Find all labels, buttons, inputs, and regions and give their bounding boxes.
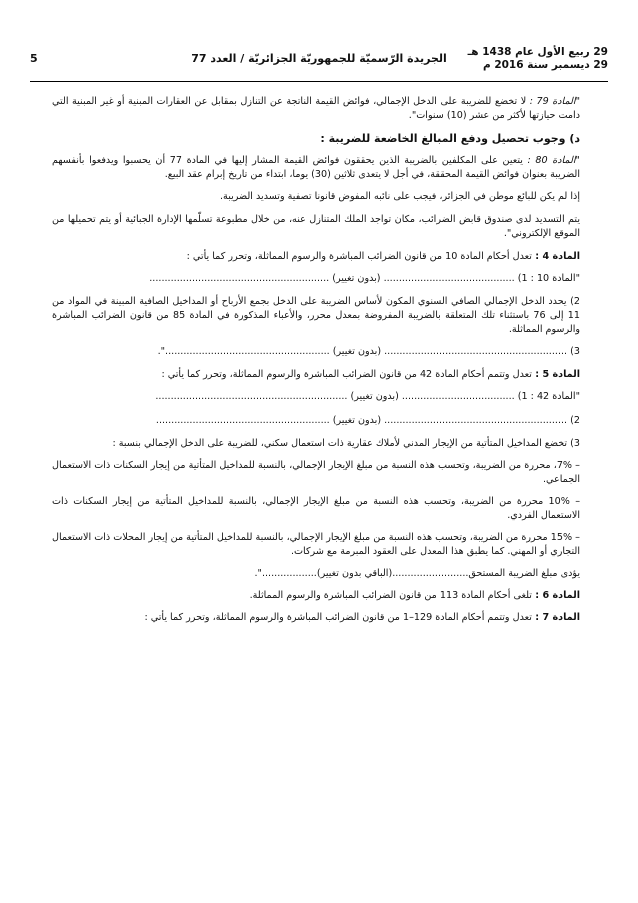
article-79-text: لا تخضع للضريبة على الدخل الإجمالي، فوائض القيمة الناتجة عن التنازل بمقابل عن العقارات المبنية أو غير المبنية التي دامت حيازتها لأكثر من عشر (10) سنوات". [52,96,580,122]
paragraph-representative: إذا لم يكن للبائع موطن في الجزائر، فيجب على نائبه المفوض قانونا تصفية وتسديد الضريبة. [220,191,580,203]
article-10-line-2: 2) يحدد الدخل الإجمالي الصافي السنوي المكون لأساس الضريبة على الدخل بجمع الأرباح أو المداخيل الصافية المبينة في المواد من 11 إلى 76 باستثناء تلك المتعلقة بالضريبة المفروضة بمعدل محرر، والأعباء المذكورة في المادة 85 من قانون الضرائب المباشرة والرسوم المماثلة. [52,295,580,336]
article-7-label: المادة 7 : [531,612,580,624]
article-42-line-3: 3) تخضع المداخيل المتأتية من الإيجار المدني لأملاك عقارية ذات استعمال سكني، للضريبة على الدخل الإجمالي بنسبة : [112,437,580,449]
header-divider [30,81,608,82]
rate-item-15: – 15% محررة من الضريبة، وتحسب هذه النسبة من مبلغ الإيجار الإجمالي، بالنسبة للمداخيل المتأتية من إيجار المحلات ذات الاستعمال التجاري أو المهني. كما يطبق هذا المعدل على العقود المبرمة مع شركات. [52,532,580,558]
paragraph-article-6 [52,589,580,603]
header-date-gregorian: 29 ديسمبر سنة 2016 م [482,59,608,71]
rate-item-7: – 7%، محررة من الضريبة، وتحسب هذه النسبة من مبلغ الإيجار الإجمالي، بالنسبة للمداخيل المتأتية من إيجار السكنات ذات الاستعمال الجماعي. [52,459,580,485]
paragraph-article-4 [52,250,580,264]
article-4-label: المادة 4 : [531,250,580,262]
rate-item-10: – 10% محررة من الضريبة، وتحسب هذه النسبة من مبلغ الإيجار الإجمالي، بالنسبة للمداخيل المتأتية من إيجار السكنات ذات الاستعمال الفردي. [52,495,580,521]
article-80-text: يتعين على المكلفين بالضريبة الذين يحققون فوائض القيمة المشار إليها في المادة 77 أن يحسبوا ويدفعوا بأنفسهم الضريبة بعنوان فوائض القيمة المحققة، في أجل لا يتعدى ثلاثين (30) يوما، ابتداء من تاريخ إبرام عقد البيع. [52,155,580,181]
article-79-lead: "المادة 79 : [526,96,580,107]
article-7-text: تعدل وتتمم أحكام المادة 129–1 من قانون الضرائب المباشرة والرسوم المماثلة، وتحرر كما يأتي : [144,612,532,624]
article-4-text: تعدل أحكام المادة 10 من قانون الضرائب المباشرة والرسوم المماثلة، وتحرر كما يأتي : [186,250,532,262]
paragraph-article-5 [52,368,580,382]
article-80-lead: "المادة 80 : [522,155,580,167]
article-5-label: المادة 5 : [531,369,580,381]
article-10-line-3: 3) ............................................................ (بدون تغيير) ......................................................". [157,346,580,358]
article-10-line-1: "المادة 10 : 1) ........................................... (بدون تغيير) ........................................................... [149,272,580,284]
paragraph-payment: يتم التسديد لدى صندوق قابض الضرائب، مكان تواجد الملك المتنازل عنه، من خلال مطبوعة تسلّمها الإدارة الجبائية أو يتم تحميلها من الموقع الإلكتروني". [52,213,580,239]
header-date-hijri: 29 ربيع الأول عام 1438 هـ [467,46,608,58]
article-5-text: تعدل وتتمم أحكام المادة 42 من قانون الضرائب المباشرة والرسوم المماثلة، وتحرر كما يأتي : [161,369,532,381]
paragraph-article-79 [52,95,580,123]
page-number: 5 [30,52,38,65]
article-42-closing: يؤدى مبلغ الضريبة المستحق.........................(الباقي بدون تغيير)..................". [254,568,580,580]
article-42-line-2: 2) ............................................................ (بدون تغيير) ......................................................... [155,414,580,426]
paragraph-article-7 [52,611,580,625]
paragraph-article-80 [52,154,580,182]
article-6-label: المادة 6 : [531,590,580,602]
header-date [468,46,608,72]
article-6-text: تلغى أحكام المادة 113 من قانون الضرائب المباشرة والرسوم المماثلة. [249,590,532,602]
article-42-line-1: "المادة 42 : 1) ..................................... (بدون تغيير) ............................................................... [155,391,580,403]
page-header [30,46,608,76]
section-heading-d: د) وجوب تحصيل ودفع المبالغ الخاضعة للضريبة : [320,132,580,146]
document-body [52,95,580,634]
header-title: الجريدة الرّسميّة للجمهوريّة الجزائريّة / العدد 77 [191,52,447,65]
